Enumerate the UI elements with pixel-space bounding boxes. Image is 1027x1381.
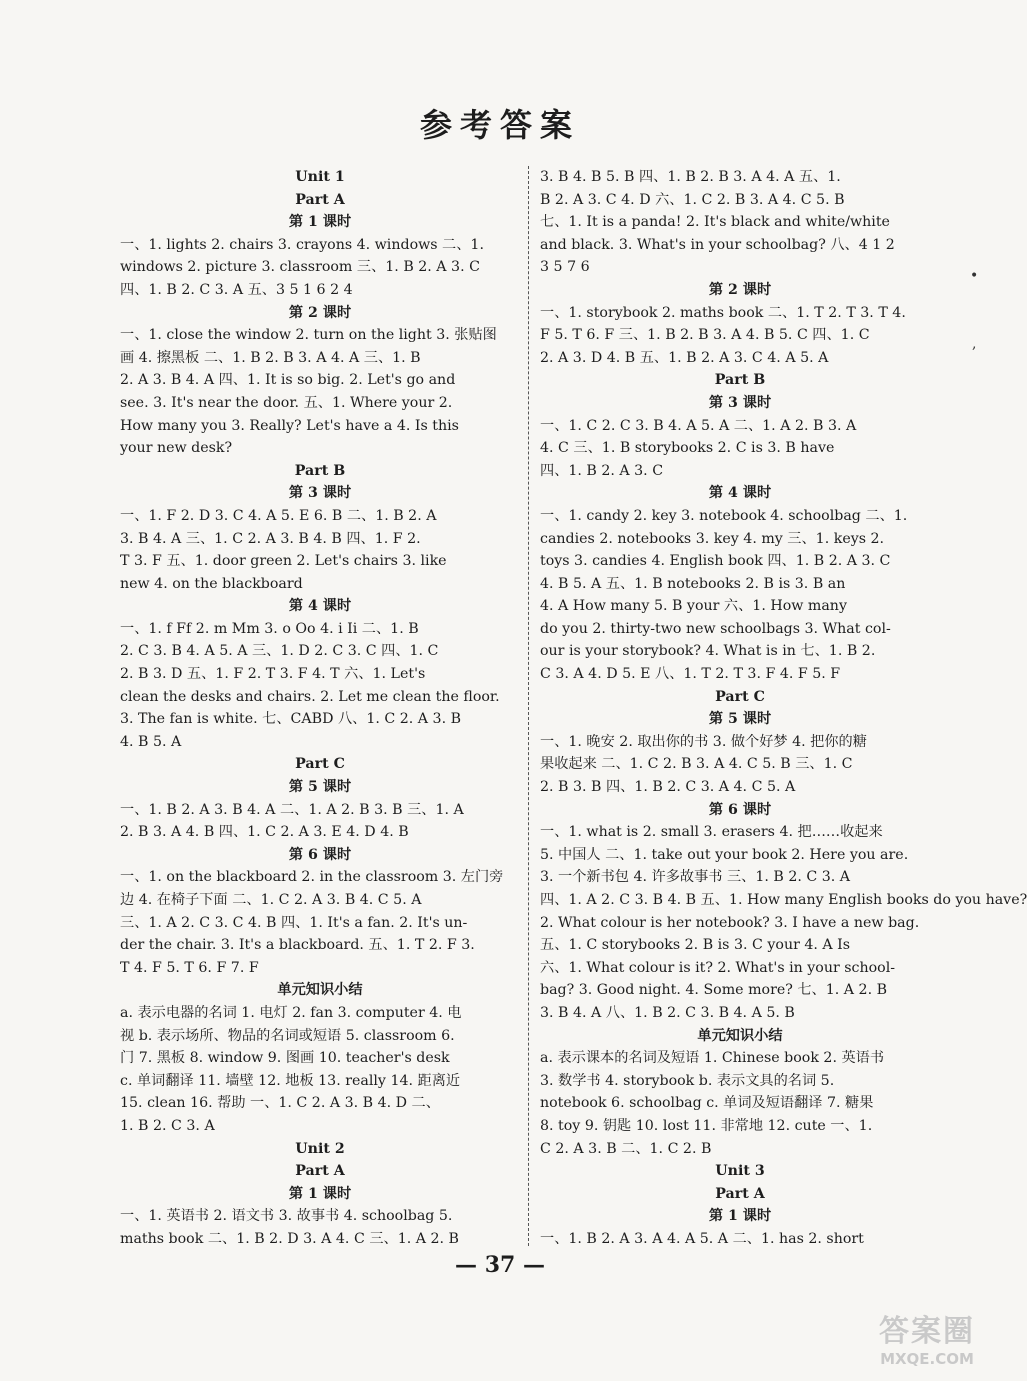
watermark-logo bbox=[862, 1306, 992, 1368]
answer-line: 一、1. lights 2. chairs 3. crayons 4. windows 二、1. bbox=[120, 236, 484, 253]
answer-line: 一、1. B 2. A 3. A 4. A 5. A 二、1. has 2. short bbox=[540, 1230, 864, 1247]
answer-line: 3. B 4. A 八、1. B 2. C 3. B 4. A 5. B bbox=[540, 1004, 795, 1021]
watermark-site-text: MXQE.COM bbox=[880, 1350, 974, 1368]
answer-line: 3. B 4. A 三、1. C 2. A 3. B 4. B 四、1. F 2. bbox=[120, 530, 421, 547]
section-heading: 单元知识小结 bbox=[277, 982, 363, 999]
section-heading: Unit 3 bbox=[715, 1163, 765, 1180]
section-heading: 第 2 课时 bbox=[708, 281, 772, 298]
answer-line: 3. The fan is white. 七、CABD 八、1. C 2. A 3. B bbox=[120, 711, 462, 728]
answer-line: 2. C 3. B 4. A 5. A 三、1. D 2. C 3. C 四、1. C bbox=[120, 643, 439, 660]
answer-line: 2. B 3. D 五、1. F 2. T 3. F 4. T 六、1. Let's bbox=[120, 666, 426, 683]
answer-line: 一、1. storybook 2. maths book 二、1. T 2. T 3. T 4. bbox=[540, 304, 906, 321]
answer-line: 4. A How many 5. B your 六、1. How many bbox=[540, 598, 847, 615]
answer-line: new 4. on the blackboard bbox=[120, 575, 303, 592]
section-heading: 第 5 课时 bbox=[708, 711, 772, 728]
section-heading: 第 2 课时 bbox=[288, 304, 352, 321]
answer-line: candies 2. notebooks 3. key 4. my 三、1. keys 2. bbox=[540, 530, 885, 547]
answer-line: toys 3. candies 4. English book 四、1. B 2. A 3. C bbox=[540, 553, 891, 570]
answer-line: 一、1. on the blackboard 2. in the classroom 3. 左门旁 bbox=[120, 869, 504, 886]
section-heading: 单元知识小结 bbox=[697, 1027, 783, 1044]
section-heading: Unit 2 bbox=[295, 1140, 345, 1157]
answer-line: der the chair. 3. It's a blackboard. 五、1. T 2. F 3. bbox=[120, 937, 475, 954]
answer-line: 一、1. what is 2. small 3. erasers 4. 把……收起来 bbox=[540, 824, 883, 841]
answer-line: 一、1. 英语书 2. 语文书 3. 故事书 4. schoolbag 5. bbox=[120, 1208, 453, 1225]
answer-line: 3. 数学书 4. storybook b. 表示文具的名词 5. bbox=[540, 1072, 835, 1089]
section-heading: 第 6 课时 bbox=[708, 801, 772, 818]
answer-line: 四、1. B 2. A 3. C bbox=[540, 462, 664, 479]
answer-line: 六、1. What colour is it? 2. What's in your school- bbox=[540, 959, 896, 976]
answer-line: 画 4. 擦黑板 二、1. B 2. B 3. A 4. A 三、1. B bbox=[120, 349, 421, 366]
answer-line: do you 2. thirty-two new schoolbags 3. What col- bbox=[540, 620, 891, 637]
answer-line: F 5. T 6. F 三、1. B 2. B 3. A 4. B 5. C 四、1. C bbox=[540, 327, 870, 344]
answer-line: T 4. F 5. T 6. F 7. F bbox=[120, 959, 259, 976]
section-heading: Unit 1 bbox=[295, 169, 345, 185]
answer-line: 3 5 7 6 bbox=[540, 259, 590, 276]
answer-line: 2. A 3. D 4. B 五、1. B 2. A 3. C 4. A 5. A bbox=[540, 349, 829, 366]
answer-line: 五、1. C storybooks 2. B is 3. C your 4. A Is bbox=[540, 937, 851, 954]
section-heading: Part A bbox=[715, 1185, 765, 1202]
answer-line: 3. 一个新书包 4. 许多故事书 三、1. B 2. C 3. A bbox=[540, 869, 851, 886]
answer-line: 三、1. A 2. C 3. C 4. B 四、1. It's a fan. 2. It's un- bbox=[120, 914, 468, 931]
answer-line: T 3. F 五、1. door green 2. Let's chairs 3. like bbox=[120, 553, 447, 570]
answer-line: How many you 3. Really? Let's have a 4. Is this bbox=[120, 417, 459, 434]
section-heading: 第 3 课时 bbox=[708, 394, 772, 411]
watermark-logo-text: 答案圈 bbox=[879, 1314, 975, 1349]
section-heading: 第 1 课时 bbox=[288, 1185, 352, 1202]
answer-line: B 2. A 3. C 4. D 六、1. C 2. B 3. A 4. C 5. B bbox=[540, 191, 845, 208]
answer-line: windows 2. picture 3. classroom 三、1. B 2. A 3. C bbox=[120, 259, 480, 276]
section-heading: 第 5 课时 bbox=[288, 779, 352, 796]
edge-mark: • bbox=[970, 268, 979, 284]
answer-line: 边 4. 在椅子下面 二、1. C 2. A 3. B 4. C 5. A bbox=[120, 892, 422, 908]
answer-line: maths book 二、1. B 2. D 3. A 4. C 三、1. A 2. B bbox=[120, 1230, 459, 1247]
section-heading: 第 4 课时 bbox=[288, 598, 352, 615]
answer-line: and black. 3. What's in your schoolbag? 八、4 1 2 bbox=[540, 236, 895, 253]
column-divider bbox=[528, 166, 529, 1246]
answer-line: 4. B 5. A bbox=[120, 733, 182, 750]
answer-line: 2. B 3. A 4. B 四、1. C 2. A 3. E 4. D 4. B bbox=[120, 824, 409, 841]
answer-line: 视 b. 表示场所、物品的名词或短语 5. classroom 6. bbox=[120, 1027, 455, 1044]
section-heading: Part C bbox=[295, 756, 345, 773]
answer-line: 四、1. A 2. C 3. B 4. B 五、1. How many English books do you have? bbox=[540, 892, 1027, 908]
answer-line: C 2. A 3. B 二、1. C 2. B bbox=[540, 1140, 712, 1157]
answer-line: 1. B 2. C 3. A bbox=[120, 1117, 215, 1134]
answer-line: a. 表示课本的名词及短语 1. Chinese book 2. 英语书 bbox=[540, 1050, 885, 1067]
section-heading: 第 6 课时 bbox=[288, 846, 352, 863]
right-answer-column bbox=[540, 166, 1027, 1251]
page-title: 参考答案 bbox=[419, 106, 580, 144]
answer-line: 四、1. B 2. C 3. A 五、3 5 1 6 2 4 bbox=[120, 281, 353, 298]
answer-line: 4. B 5. A 五、1. B notebooks 2. B is 3. B an bbox=[540, 575, 846, 592]
answer-line: 8. toy 9. 钥匙 10. lost 11. 非常地 12. cute 一、1. bbox=[540, 1117, 873, 1134]
edge-mark: , bbox=[972, 336, 977, 352]
answer-line: bag? 3. Good night. 4. Some more? 七、1. A 2. B bbox=[540, 982, 888, 999]
answer-line: a. 表示电器的名词 1. 电灯 2. fan 3. computer 4. 电 bbox=[120, 1004, 462, 1021]
answer-line: 果收起来 二、1. C 2. B 3. A 4. C 5. B 三、1. C bbox=[540, 756, 853, 773]
answer-line: 2. A 3. B 4. A 四、1. It is so big. 2. Let's go and bbox=[120, 372, 456, 389]
section-heading: Part B bbox=[294, 462, 346, 479]
answer-line: 2. What colour is her notebook? 3. I have a new bag. bbox=[540, 914, 920, 931]
answer-line: your new desk? bbox=[120, 440, 233, 457]
section-heading: 第 1 课时 bbox=[708, 1208, 772, 1225]
section-heading: Part A bbox=[295, 1163, 345, 1180]
answer-line: our is your storybook? 4. What is in 七、1. B 2. bbox=[540, 643, 876, 660]
answer-line: 2. B 3. B 四、1. B 2. C 3. A 4. C 5. A bbox=[540, 779, 796, 796]
answer-line: C 3. A 4. D 5. E 八、1. T 2. T 3. F 4. F 5. F bbox=[540, 666, 841, 683]
answer-line: 15. clean 16. 帮助 一、1. C 2. A 3. B 4. D 二、 bbox=[120, 1095, 440, 1112]
answer-line: c. 单词翻译 11. 墙壁 12. 地板 13. really 14. 距离近 bbox=[120, 1072, 461, 1089]
answer-line: 七、1. It is a panda! 2. It's black and white/white bbox=[540, 214, 890, 231]
answer-line: 一、1. candy 2. key 3. notebook 4. schoolbag 二、1. bbox=[540, 507, 908, 524]
answer-line: 3. B 4. B 5. B 四、1. B 2. B 3. A 4. A 五、1. bbox=[540, 169, 841, 185]
answer-line: 一、1. F 2. D 3. C 4. A 5. E 6. B 二、1. B 2. A bbox=[120, 507, 437, 524]
section-heading: Part A bbox=[295, 191, 345, 208]
answer-line: 一、1. f Ff 2. m Mm 3. o Oo 4. i Ii 二、1. B bbox=[120, 620, 419, 637]
answer-line: 一、1. C 2. C 3. B 4. A 5. A 二、1. A 2. B 3. A bbox=[540, 417, 857, 434]
answer-line: 门 7. 黑板 8. window 9. 图画 10. teacher's desk bbox=[120, 1050, 450, 1067]
answer-line: notebook 6. schoolbag c. 单词及短语翻译 7. 糖果 bbox=[540, 1095, 874, 1112]
section-heading: 第 3 课时 bbox=[288, 485, 352, 502]
answer-line: 一、1. 晚安 2. 取出你的书 3. 做个好梦 4. 把你的糖 bbox=[540, 733, 867, 750]
section-heading: 第 1 课时 bbox=[288, 214, 352, 231]
section-heading: 第 4 课时 bbox=[708, 485, 772, 502]
answer-line: 5. 中国人 二、1. take out your book 2. Here you are. bbox=[540, 846, 909, 863]
page-number: — 37 — bbox=[455, 1252, 545, 1278]
section-heading: Part C bbox=[715, 688, 765, 705]
answer-line: 一、1. B 2. A 3. B 4. A 二、1. A 2. B 3. B 三、1. A bbox=[120, 801, 464, 818]
answer-line: see. 3. It's near the door. 五、1. Where your 2. bbox=[120, 394, 453, 411]
answer-line: clean the desks and chairs. 2. Let me clean the floor. bbox=[120, 688, 500, 705]
answer-line: 4. C 三、1. B storybooks 2. C is 3. B have bbox=[540, 440, 835, 457]
answer-line: 一、1. close the window 2. turn on the light 3. 张贴图 bbox=[120, 327, 497, 344]
section-heading: Part B bbox=[714, 372, 766, 389]
left-answer-column bbox=[120, 166, 520, 1251]
